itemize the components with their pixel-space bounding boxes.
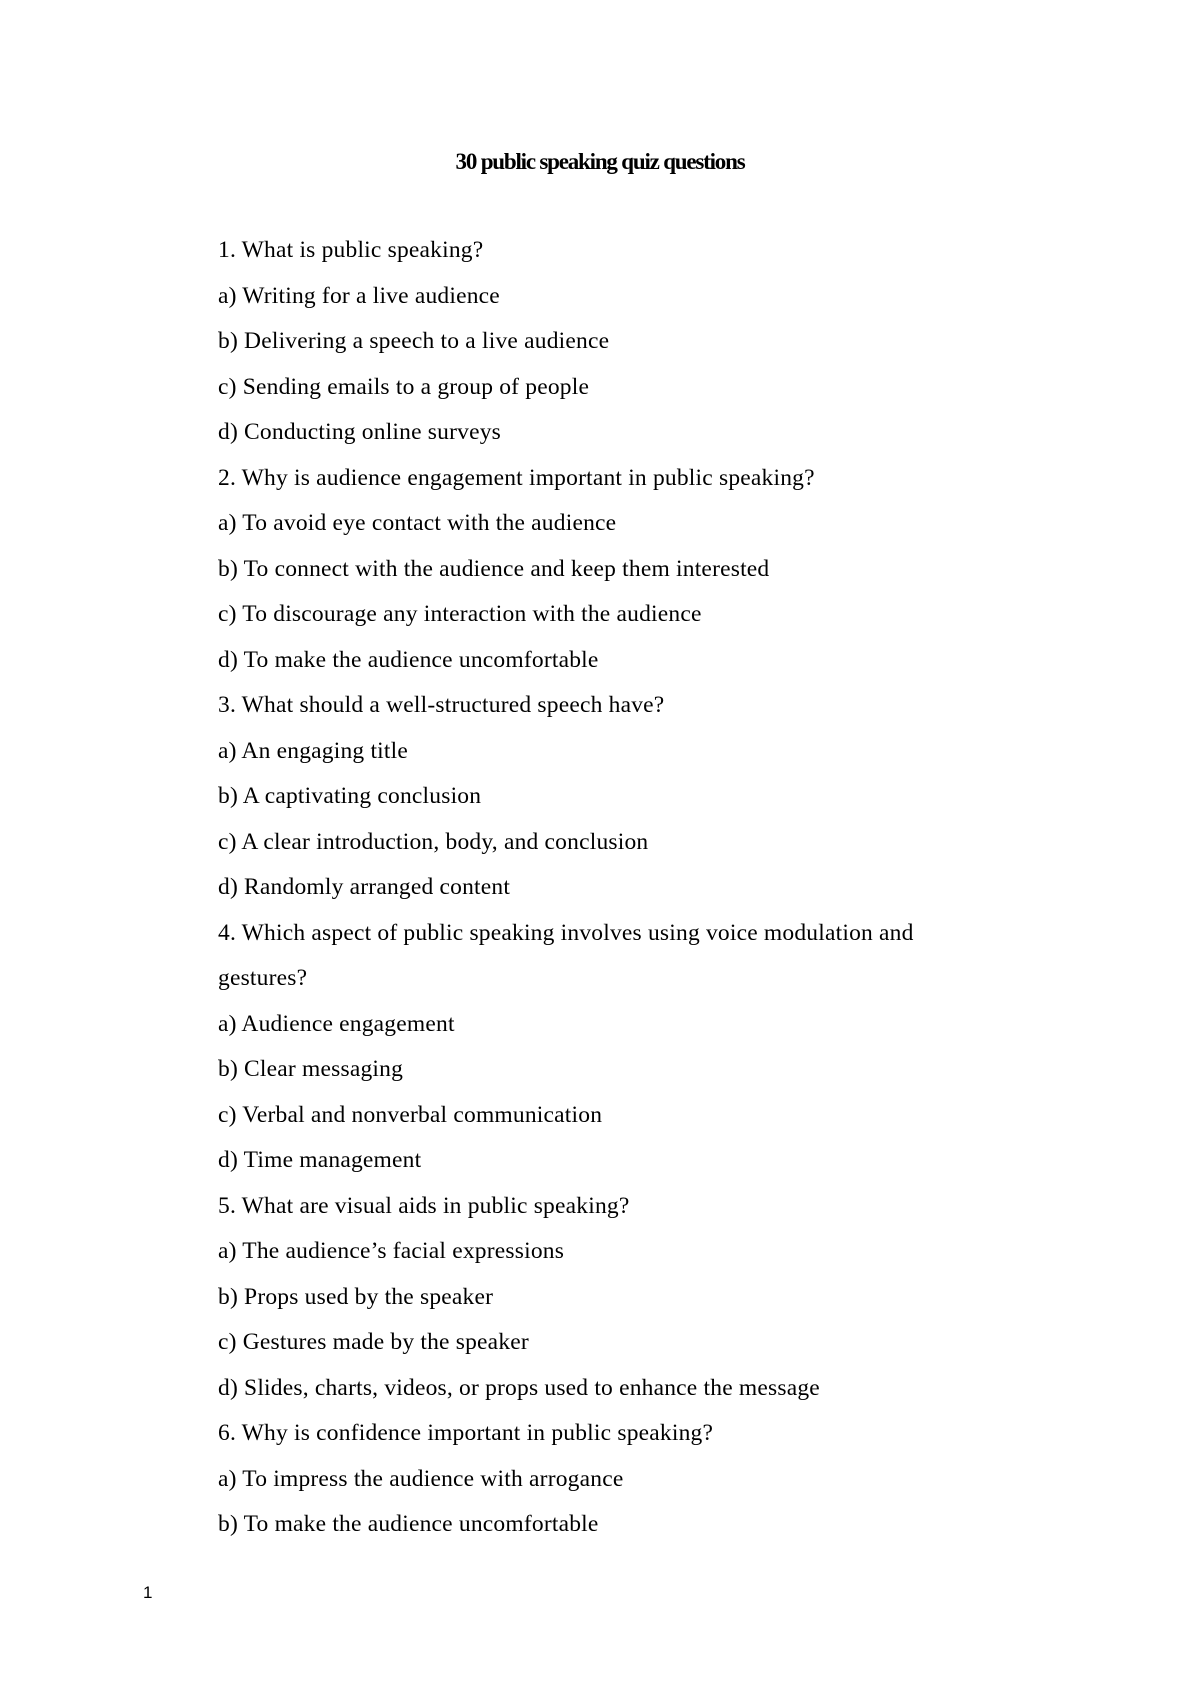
answer-option: c) Verbal and nonverbal communication (218, 1101, 603, 1128)
question-block (218, 919, 1048, 1192)
answer-option: b) A captivating conclusion (218, 783, 482, 809)
question-text: 2. Why is audience engagement important in public speaking? (218, 464, 815, 491)
answer-option: d) To make the audience uncomfortable (218, 646, 599, 673)
answer-option: a) The audience’s facial expressions (218, 1238, 565, 1264)
answer-option: d) Randomly arranged content (218, 874, 511, 900)
answer-option: a) Audience engagement (218, 1010, 455, 1037)
answer-option: b) Props used by the speaker (218, 1283, 494, 1310)
answer-option: b) Clear messaging (218, 1056, 404, 1082)
answer-option: d) Slides, charts, videos, or props used to enhance the message (218, 1374, 820, 1401)
answer-option: b) To make the audience uncomfortable (218, 1511, 599, 1537)
document-title: 30 public speaking quiz questions (455, 149, 745, 174)
answer-option: a) To avoid eye contact with the audience (218, 510, 617, 536)
answer-option: a) An engaging title (218, 737, 408, 764)
question-text: 1. What is public speaking? (218, 237, 484, 263)
question-block (218, 464, 1048, 692)
question-text: 4. Which aspect of public speaking involves using voice modulation and (218, 919, 914, 946)
answer-option: a) Writing for a live audience (218, 282, 500, 309)
answer-option: d) Conducting online surveys (218, 419, 501, 445)
question-text: 6. Why is confidence important in public speaking? (218, 1420, 714, 1446)
question-text: 3. What should a well-structured speech have? (218, 692, 665, 718)
question-block (218, 691, 1048, 919)
question-text: 5. What are visual aids in public speaking? (218, 1192, 630, 1219)
answer-option: b) To connect with the audience and keep them interested (218, 555, 770, 582)
answer-option: c) Sending emails to a group of people (218, 373, 590, 400)
page-number: 1 (143, 1583, 153, 1602)
question-text-continued: gestures? (218, 965, 308, 991)
answer-option: d) Time management (218, 1147, 422, 1173)
answer-option: c) Gestures made by the speaker (218, 1329, 529, 1355)
quiz-questions (218, 236, 1048, 1556)
question-block (218, 236, 1048, 464)
answer-option: c) To discourage any interaction with the audience (218, 601, 702, 627)
answer-option: c) A clear introduction, body, and conclusion (218, 828, 649, 855)
answer-option: b) Delivering a speech to a live audience (218, 328, 610, 354)
question-block (218, 1419, 1048, 1556)
answer-option: a) To impress the audience with arrogance (218, 1465, 624, 1492)
question-block (218, 1192, 1048, 1420)
